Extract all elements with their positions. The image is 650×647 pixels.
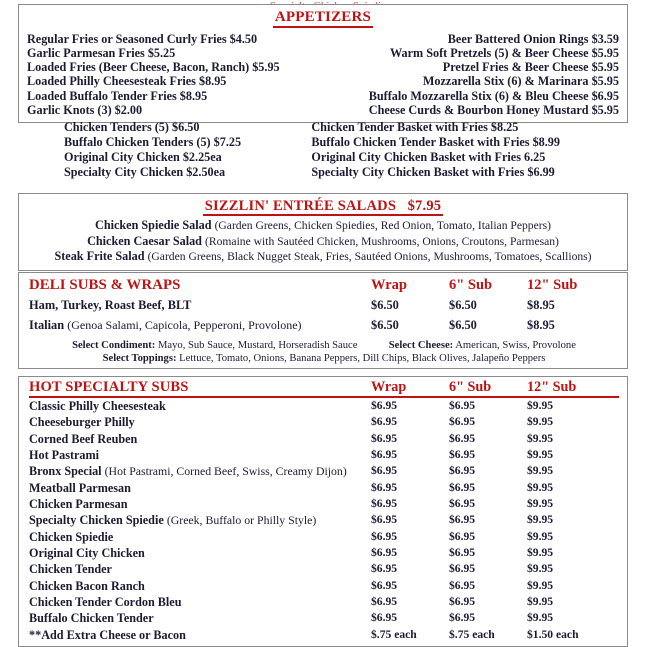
appetizers-columns (27, 32, 619, 117)
table-row (29, 594, 619, 610)
list-item (25, 234, 621, 250)
appetizers-right-list (329, 32, 619, 117)
hot-item-name-cell (29, 627, 371, 643)
hot-subs-price-table (29, 379, 619, 643)
salad-description: (Romaine with Sautéed Chicken, Mushrooms, Onions, Croutons, Parmesan) (205, 234, 559, 248)
select-condiment-value: Mayo, Sub Sauce, Mustard, Horseradish Sauce (157, 340, 358, 351)
list-item: Buffalo Chicken Tender Basket with Fries $8.99 (311, 135, 560, 150)
tenders-right-list (311, 120, 628, 180)
appetizers-left-list (27, 32, 317, 117)
list-item (25, 218, 621, 234)
salads-heading (25, 198, 621, 216)
list-item: Chicken Tender Basket with Fries $8.25 (311, 120, 519, 134)
list-item: Buffalo Chicken Tenders (5) $7.25 (64, 135, 242, 150)
select-condiment-label: Select Condiment: (72, 340, 156, 351)
price-wrap: $6.95 (371, 578, 398, 592)
table-row (29, 431, 619, 447)
table-row (29, 529, 619, 545)
price-12in: $8.95 (527, 318, 555, 332)
item-description: (Greek, Buffalo or Philly Style) (166, 513, 317, 528)
table-row (29, 480, 619, 496)
tenders-section (18, 120, 628, 180)
price-wrap: $6.95 (371, 529, 398, 543)
hot-item-name-cell (29, 447, 371, 463)
table-row (29, 545, 619, 561)
table-row (29, 397, 619, 414)
price-6in: $6.95 (449, 578, 476, 592)
select-toppings-line (29, 352, 619, 365)
price-12in: $8.95 (527, 298, 555, 312)
item-name: Cheeseburger Philly (29, 415, 135, 430)
price-wrap: $6.95 (371, 399, 398, 412)
list-item: Regular Fries or Seasoned Curly Fries $4.50 (27, 31, 258, 46)
price-wrap: $6.95 (371, 595, 398, 609)
salad-name: Chicken Spiedie Salad (95, 218, 212, 233)
item-name: Specialty Chicken Spiedie (29, 513, 164, 528)
salads-section (18, 193, 628, 271)
price-wrap: $6.95 (371, 546, 398, 560)
list-item: Original City Chicken Basket with Fries 6.25 (311, 150, 546, 165)
price-wrap: $6.95 (371, 513, 398, 527)
table-row (29, 512, 619, 528)
item-name: Chicken Spiedie (29, 529, 114, 544)
item-description: (Hot Pastrami, Corned Beef, Swiss, Creamy Dijon) (104, 464, 347, 479)
list-item: Original City Chicken $2.25ea (64, 150, 222, 165)
hot-item-name-cell (29, 414, 371, 430)
appetizers-heading (27, 9, 619, 28)
price-12in: $9.95 (527, 448, 554, 462)
appetizers-section (18, 4, 628, 123)
price-6in: $6.50 (449, 298, 477, 312)
price-12in: $9.95 (527, 529, 554, 543)
appetizers-right-column (329, 32, 619, 117)
price-wrap: $6.95 (371, 415, 398, 429)
price-wrap: $.75 each (371, 627, 417, 641)
clipped-top-text (180, 0, 480, 3)
tenders-left-column (64, 120, 311, 180)
column-header-wrap: Wrap (371, 277, 407, 293)
select-toppings-value: Lettuce, Tomato, Onions, Banana Peppers, Dill Chips, Black Olives, Jalapeño Peppers (179, 353, 546, 364)
item-name: Chicken Parmesan (29, 497, 128, 512)
tenders-right-column (311, 120, 628, 180)
column-header-wrap: Wrap (371, 379, 449, 397)
item-name: Chicken Tender (29, 562, 112, 577)
salads-heading-price: $7.95 (407, 198, 442, 214)
item-name: Chicken Tender Cordon Bleu (29, 595, 182, 610)
table-row (29, 578, 619, 594)
hot-item-name-cell (29, 594, 371, 610)
deli-subs-section (18, 272, 628, 369)
list-item: Chicken Tenders (5) $6.50 (64, 120, 200, 134)
price-wrap: $6.95 (371, 448, 398, 462)
list-item (25, 249, 621, 265)
list-item: Buffalo Mozzarella Stix (6) & Bleu Cheese $6.95 (368, 88, 619, 103)
price-12in: $9.95 (527, 464, 554, 478)
list-item: Specialty City Chicken Basket with Fries $6.99 (311, 165, 555, 180)
list-item: Garlic Knots (3) $2.00 (27, 102, 143, 117)
deli-item-name-cell (29, 295, 371, 315)
tenders-left-list (64, 120, 311, 180)
table-row (29, 447, 619, 463)
item-name: Chicken Bacon Ranch (29, 578, 145, 593)
list-item: Loaded Fries (Beer Cheese, Bacon, Ranch) $5.95 (27, 60, 280, 75)
column-header-6in: 6" Sub (449, 277, 493, 293)
list-item: Loaded Buffalo Tender Fries $8.95 (27, 88, 208, 103)
item-name: Bronx Special (29, 464, 102, 479)
price-12in: $9.95 (527, 399, 554, 412)
column-header-6in: 6" Sub (449, 379, 527, 397)
price-wrap: $6.95 (371, 497, 398, 511)
hot-specialty-subs-section (18, 376, 628, 647)
select-condiment-line (29, 339, 619, 352)
table-row (29, 463, 619, 479)
item-name: Italian (29, 318, 65, 332)
price-wrap: $6.50 (371, 298, 399, 312)
hot-item-name-cell (29, 463, 371, 479)
hot-item-name-cell (29, 545, 371, 561)
salads-heading-text (203, 199, 443, 216)
list-item: Cheese Curds & Bourbon Honey Mustard $5.95 (368, 102, 619, 117)
table-row (29, 561, 619, 577)
price-12in: $9.95 (527, 595, 554, 609)
price-12in: $9.95 (527, 513, 554, 527)
price-wrap: $6.95 (371, 431, 398, 445)
price-6in: $6.95 (449, 464, 476, 478)
hot-item-name-cell (29, 512, 371, 528)
item-name: Meatball Parmesan (29, 480, 131, 495)
price-6in: $6.95 (449, 546, 476, 560)
table-row (29, 496, 619, 512)
deli-item-name-cell (29, 315, 371, 335)
item-name: **Add Extra Cheese or Bacon (29, 627, 186, 642)
salad-description: (Garden Greens, Chicken Spiedies, Red Onion, Tomato, Italian Peppers) (214, 219, 551, 233)
list-item: Loaded Philly Cheesesteak Fries $8.95 (27, 74, 227, 89)
list-item: Warm Soft Pretzels (5) & Beer Cheese $5.95 (389, 45, 619, 60)
item-name: Hot Pastrami (29, 448, 100, 463)
list-item: Pretzel Fries & Beer Cheese $5.95 (442, 60, 619, 75)
salad-name: Chicken Caesar Salad (87, 233, 202, 248)
hot-item-name-cell (29, 431, 371, 447)
table-row (29, 627, 619, 643)
price-12in: $1.50 each (527, 627, 579, 641)
item-name: Original City Chicken (29, 546, 145, 561)
price-12in: $9.95 (527, 431, 554, 445)
appetizers-left-column (27, 32, 317, 117)
column-header-12in: 12" Sub (527, 379, 619, 397)
price-wrap: $6.95 (371, 464, 398, 478)
table-header-row (29, 275, 619, 295)
price-12in: $9.95 (527, 578, 554, 592)
price-12in: $9.95 (527, 562, 554, 576)
table-header-row (29, 379, 619, 397)
deli-selections (29, 339, 619, 365)
list-item: Mozzarella Stix (6) & Marinara $5.95 (422, 74, 619, 89)
select-cheese-label: Select Cheese: (388, 340, 454, 351)
table-row (29, 295, 619, 315)
salad-name: Steak Frite Salad (54, 249, 145, 264)
salads-heading-label: SIZZLIN' ENTRÉE SALADS (204, 198, 397, 214)
hot-item-name-cell (29, 610, 371, 626)
price-wrap: $6.50 (371, 318, 399, 332)
price-6in: $6.95 (449, 497, 476, 511)
hot-item-name-cell (29, 529, 371, 545)
column-header-12in: 12" Sub (527, 277, 578, 293)
hot-item-name-cell (29, 578, 371, 594)
price-6in: $6.50 (449, 318, 477, 332)
price-12in: $9.95 (527, 611, 554, 625)
hot-item-name-cell (29, 397, 371, 414)
salad-description: (Garden Greens, Black Nugget Steak, Fries, Sautéed Onions, Mushrooms, Tomatoes, Scallions) (147, 250, 592, 264)
price-6in: $6.95 (449, 448, 476, 462)
item-description: (Genoa Salami, Capicola, Pepperoni, Provolone) (67, 318, 302, 332)
price-12in: $9.95 (527, 546, 554, 560)
deli-section-title: DELI SUBS & WRAPS (29, 277, 181, 293)
item-name: Corned Beef Reuben (29, 431, 138, 446)
price-6in: $6.95 (449, 595, 476, 609)
appetizers-heading-text: APPETIZERS (273, 10, 373, 28)
price-wrap: $6.95 (371, 480, 398, 494)
item-name: Ham, Turkey, Roast Beef, BLT (29, 298, 192, 312)
price-12in: $9.95 (527, 480, 554, 494)
tenders-columns (18, 120, 628, 180)
price-6in: $6.95 (449, 529, 476, 543)
item-name: Buffalo Chicken Tender (29, 611, 154, 626)
table-row (29, 414, 619, 430)
price-6in: $6.95 (449, 480, 476, 494)
price-6in: $6.95 (449, 513, 476, 527)
table-row (29, 315, 619, 335)
price-12in: $9.95 (527, 497, 554, 511)
deli-price-table (29, 275, 619, 335)
select-cheese-value: American, Swiss, Provolone (455, 340, 576, 351)
price-6in: $6.95 (449, 415, 476, 429)
price-6in: $.75 each (449, 627, 495, 641)
hot-item-name-cell (29, 496, 371, 512)
list-item: Beer Battered Onion Rings $3.59 (447, 31, 619, 46)
select-toppings-label: Select Toppings: (102, 353, 177, 364)
hot-subs-section-title: HOT SPECIALTY SUBS (29, 379, 371, 397)
list-item: Garlic Parmesan Fries $5.25 (27, 45, 176, 60)
price-6in: $6.95 (449, 611, 476, 625)
price-6in: $6.95 (449, 399, 476, 412)
price-12in: $9.95 (527, 415, 554, 429)
price-wrap: $6.95 (371, 562, 398, 576)
price-wrap: $6.95 (371, 611, 398, 625)
price-6in: $6.95 (449, 431, 476, 445)
hot-item-name-cell (29, 561, 371, 577)
hot-item-name-cell (29, 480, 371, 496)
price-6in: $6.95 (449, 562, 476, 576)
list-item: Specialty City Chicken $2.50ea (64, 165, 226, 180)
item-name: Classic Philly Cheesesteak (29, 399, 166, 413)
table-row (29, 610, 619, 626)
